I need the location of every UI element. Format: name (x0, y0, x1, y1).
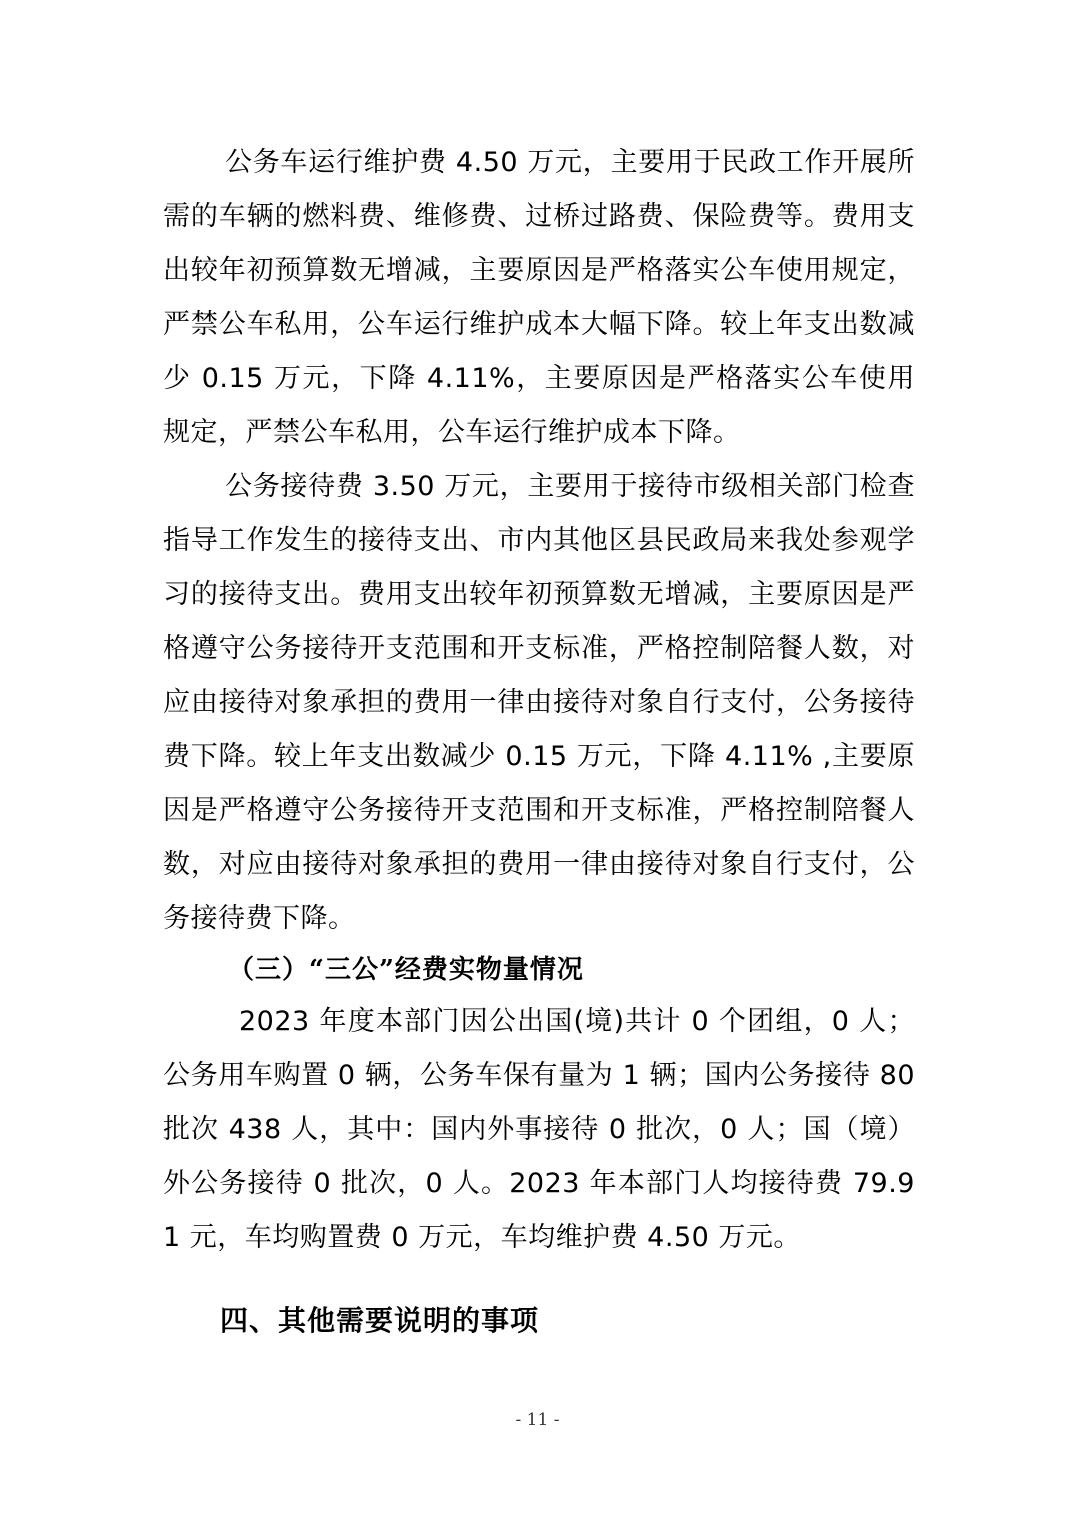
paragraph-vehicle-maintenance: 公务车运行维护费 4.50 万元，主要用于民政工作开展所需的车辆的燃料费、维修费、过桥过路费、保险费等。费用支出较年初预算数无增减，主要原因是严格落实公车使用规定，严禁公车私用，公车运行维护成本大幅下降。较上年支出数减少 0.15 万元，下降 4.11%，主要原因是严格落实公车使用规定，严禁公车私用，公车运行维护成本下降。 (163, 147, 915, 448)
section-heading-other-matters: 四、其他需要说明的事项 (220, 1304, 540, 1337)
subheading-physical-quantity: （三）“三公”经费实物量情况 (228, 955, 584, 985)
paragraph-reception: 公务接待费 3.50 万元，主要用于接待市级相关部门检查指导工作发生的接待支出、市内其他区县民政局来我处参观学习的接待支出。费用支出较年初预算数无增减，主要原因是严格遵守公务接待开支范围和开支标准，严格控制陪餐人数，对应由接待对象承担的费用一律由接待对象自行支付，公务接待费下降。较上年支出数减少 0.15 万元，下降 4.11% ,主要原因是严格遵守公务接待开支范围和开支标准，严格控制陪餐人数，对应由接待对象承担的费用一律由接待对象自行支付，公务接待费下降。 (163, 471, 915, 934)
page-number: - 11 - (515, 1410, 560, 1430)
paragraph-physical-quantity: 2023 年度本部门因公出国(境)共计 0 个团组，0 人；公务用车购置 0 辆，公务车保有量为 1 辆；国内公务接待 80 批次 438 人，其中：国内外事接待 0 批次，0 人；国（境）外公务接待 0 批次，0 人。2023 年本部门人均接待费 79.91 元，车均购置费 0 万元，车均维护费 4.50 万元。 (163, 1006, 915, 1253)
